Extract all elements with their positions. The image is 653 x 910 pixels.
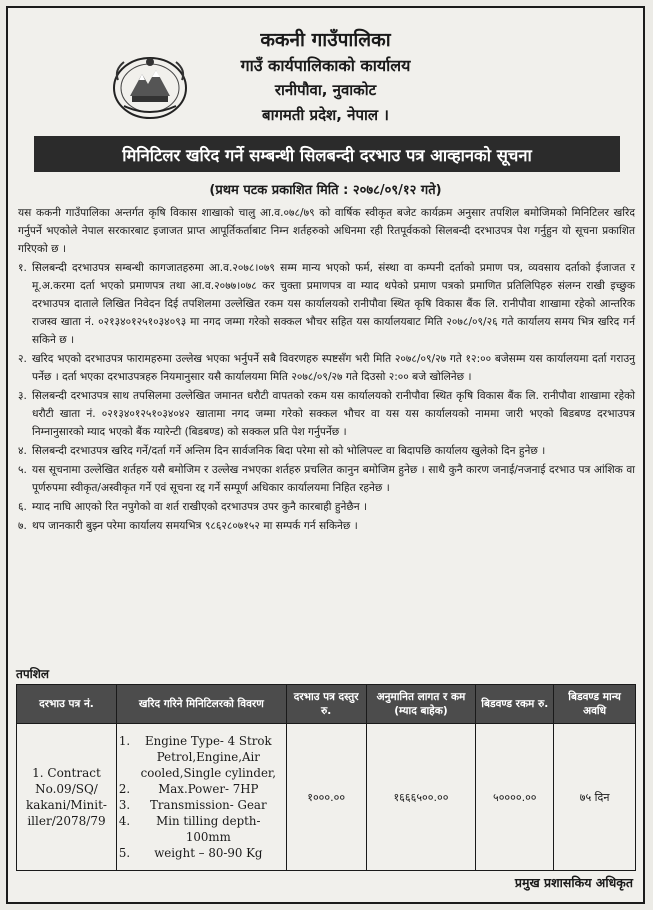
item-number: ३.	[18, 390, 27, 402]
municipality-name: ककनी गाउँपालिका	[260, 29, 391, 51]
header-validity: बिडवण्ड मान्य अवधि	[554, 685, 636, 724]
header-estimate: अनुमानित लागत र कम (म्याद बाहेक)	[366, 685, 476, 724]
signature-title: प्रमुख प्रशासकिय अधिकृत	[514, 875, 633, 890]
list-item	[18, 517, 635, 535]
item-text: यस सूचनामा उल्लेखित शर्तहरु यसै बमोजिम र उल्लेख नभएका शर्तहरु प्रचलित कानुन बमोजिम हुनेछ । साथै कुनै कारण जनाई/नजनाई दरभाउ पत्र आंशिक वा पूर्णरुपमा स्वीकृत/अस्वीकृत गर्ने एवं सूचना रद्द गर्ने सम्पूर्ण अधिकार कार्यालयमा निहित रहनेछ ।	[32, 464, 635, 494]
list-item	[18, 350, 635, 386]
cell-specs	[116, 724, 286, 871]
header-bid-bond: बिडवण्ड रकम रु.	[476, 685, 554, 724]
notice-title: मिनिटिलर खरिद गर्ने सम्बन्धी सिलबन्दी दरभाउ पत्र आव्हानको सूचना	[34, 136, 620, 172]
spec-item: 5. weight – 80-90 Kg	[134, 845, 283, 861]
cell-bid-bond: ५००००.००	[476, 724, 554, 871]
item-text: म्याद नाघि आएको रित नपुगेको वा शर्त राखीएको दरभाउपत्र उपर कुनै कारबाही हुनेछैन ।	[32, 501, 368, 513]
item-text: सिलबन्दी दरभाउपत्र सम्बन्धी कागजातहरुमा आ.व.२०७८।०७९ सम्म मान्य भएको फर्म, संस्था वा कम्पनी दर्ताको प्रमाण पत्र, व्यवसाय दर्ताको ईजाजत र मू.अ.करमा दर्ता भएको प्रमाणपत्र तथा आ.व.२०७७।०७८ कर चुक्ता प्रमाणपत्र वा म्याद थपेको प्रमाण पत्रको प्रमाणित प्रतिलिपिहरु संलग्न राखी इच्छुक दरभाउपत्र दाताले लिखित निवेदन दिई तपशिलमा उल्लेखित रकम यस कार्यालयको रानीपौवा स्थित कृषि विकास बैंक लि. रानीपौवा शाखामा रहेको आन्तरिक राजस्व खाता नं. ०२१३४०१२५१०३४०९३ मा नगद जम्मा गरेको सक्कल भौचर सहित यस कार्यालयबाट मिति २०७८/०९/२६ गते कार्यालय समय भित्र खरिद गर्न सकिने छ ।	[32, 262, 635, 346]
item-number: ६.	[18, 501, 27, 513]
item-text: सिलबन्दी दरभाउपत्र खरिद गर्ने/दर्ता गर्ने अन्तिम दिन सार्वजनिक बिदा परेमा सो को भोलिपल्ट वा बिदापछि कार्यालय खुलेको दिन हुनेछ ।	[32, 445, 546, 457]
schedule-label: तपशिल	[16, 667, 50, 681]
published-date: (प्रथम पटक प्रकाशित मिति : २०७८/०९/१२ गते)	[209, 183, 442, 198]
item-text: थप जानकारी बुझ्न परेमा कार्यालय समयभित्र ९८६२८०७१५२ मा सम्पर्क गर्न सकिनेछ ।	[32, 520, 358, 532]
spec-item: 2. Max.Power- 7HP	[134, 781, 283, 797]
schedule-table	[16, 684, 636, 871]
item-number: ५.	[18, 464, 27, 476]
list-item	[18, 387, 635, 441]
spec-item: 1. Engine Type- 4 Strok Petrol,Engine,Air cooled,Single cylinder,	[134, 733, 283, 781]
item-text: सिलबन्दी दरभाउपत्र साथ तपसिलमा उल्लेखित जमानत धरौटी वापतको रकम यस कार्यालयको रानीपौवा स्थित कृषि विकास बैंक लि. रानीपौवा शाखामा रहेको धरौटी खाता नं. ०२१३४०१२५१०३४०४२ खातामा नगद जम्मा गरेको सक्कल भौचर वा यस यस कार्यालयको नाममा जारी भएको बिडबण्ड दरभाउपत्र निम्नानुसारको म्याद भएको बैंक ग्यारेन्टी (बिडबण्ड) को सक्कल प्रति पेश गर्नुपर्नेछ ।	[32, 390, 635, 438]
cell-contract: 1. Contract No.09/SQ/ kakani/Minit- iller/2078/79	[17, 724, 117, 871]
notice-header	[8, 8, 643, 136]
spec-item: 3. Transmission- Gear	[134, 797, 283, 813]
item-text: खरिद भएको दरभाउपत्र फारामहरुमा उल्लेख भएका भर्नुपर्ने सबै विवरणहरु स्पष्टसँग भरी मिति २०७८/०९/२७ गते १२:०० बजेसम्म यस कार्यालयमा दर्ता गराउनु पर्नेछ । दर्ता भएका दरभाउपत्रहरु नियमानुसार यसै कार्यालयमा मिति २०७८/०९/२७ गते दिउसो २:०० बजे खोलिनेछ ।	[32, 353, 635, 383]
list-item	[18, 461, 635, 497]
header-contract-no: दरभाउ पत्र नं.	[17, 685, 117, 724]
table-row	[17, 724, 636, 871]
cell-validity: ७५ दिन	[554, 724, 636, 871]
item-number: ७.	[18, 520, 27, 532]
list-item	[18, 259, 635, 349]
list-item	[18, 442, 635, 460]
spec-item: 4. Min tilling depth- 100mm	[134, 813, 283, 845]
conditions-list	[18, 259, 635, 535]
province-country: बागमती प्रदेश, नेपाल ।	[262, 106, 389, 124]
item-number: ४.	[18, 445, 27, 457]
cell-estimate: १६६६५००.००	[366, 724, 476, 871]
header-fee: दरभाउ पत्र दस्तुर रु.	[286, 685, 366, 724]
item-number: १.	[18, 262, 27, 274]
office-address: रानीपौवा, नुवाकोट	[274, 81, 377, 99]
cell-fee: १०००.००	[286, 724, 366, 871]
table-header-row	[17, 685, 636, 724]
notice-page	[6, 6, 645, 904]
office-name: गाउँ कार्यपालिकाको कार्यालय	[240, 56, 411, 75]
intro-paragraph: यस ककनी गाउँपालिका अन्तर्गत कृषि विकास शाखाको चालु आ.व.०७८/७९ को वार्षिक स्वीकृत बजेट कार्यक्रम अनुसार तपशिल बमोजिमको मिनिटिलर खरिद गर्नुपर्ने भएकोले नेपाल सरकारबाट इजाजत प्राप्त आपूर्तिकर्ताबाट निम्न शर्तहरुको अधिनमा रही रितपूर्वकको सिलबन्दी दरभाउपत्र पेश गर्नुहुन यो सूचना प्रकाशित गरिएको छ ।	[18, 207, 635, 255]
item-number: २.	[18, 353, 27, 365]
header-description: खरिद गरिने मिनिटिलरको विवरण	[116, 685, 286, 724]
notice-body	[18, 204, 635, 536]
list-item	[18, 498, 635, 516]
